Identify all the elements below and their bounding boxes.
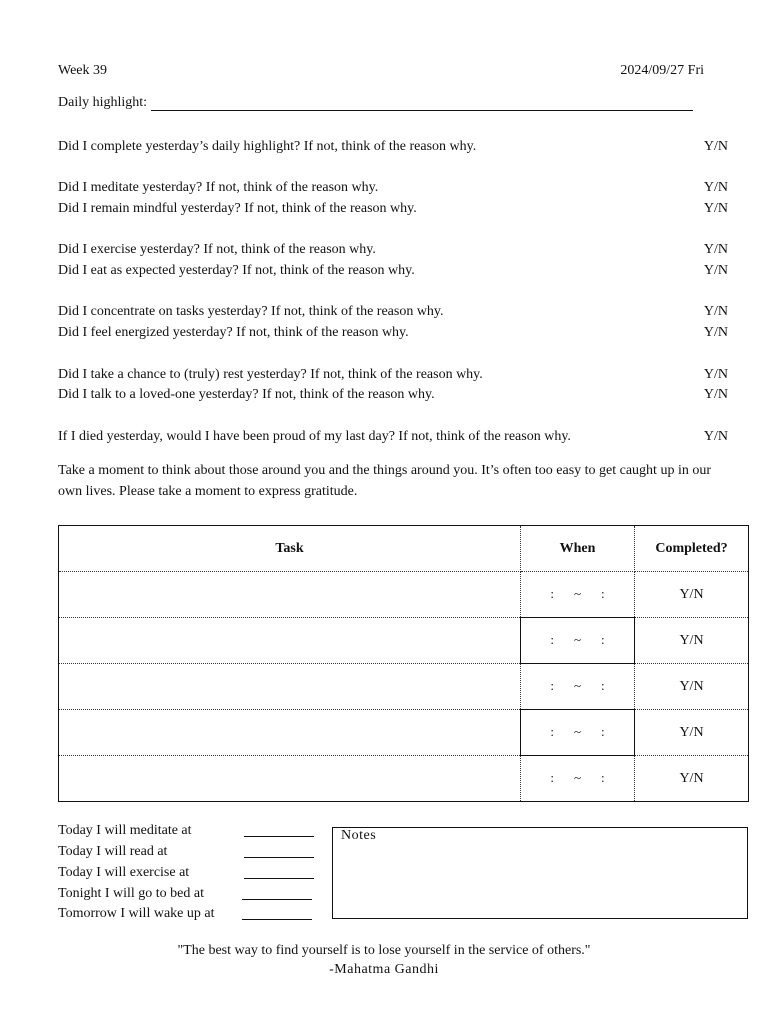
daily-highlight-label: Daily highlight: — [58, 95, 148, 110]
date-label: 2024/09/27 Fri — [620, 63, 704, 78]
question-text: Did I concentrate on tasks yesterday? If not, think of the reason why. — [58, 304, 444, 319]
completed-cell[interactable]: Y/N — [635, 710, 749, 756]
schedule-bed — [58, 886, 318, 906]
schedule-label: Today I will read at — [58, 844, 168, 859]
yes-no-answer[interactable]: Y/N — [703, 201, 728, 216]
range-separator: ~ — [573, 632, 582, 647]
when-header: When — [521, 526, 635, 572]
schedule-time-field[interactable] — [244, 836, 314, 837]
schedule-exercise — [58, 865, 318, 885]
when-cell[interactable] — [521, 572, 635, 618]
time-separator: : — [550, 724, 554, 739]
schedule-read — [58, 844, 318, 864]
schedule-label: Tonight I will go to bed at — [58, 886, 205, 901]
table-row — [59, 756, 749, 802]
notes-label: Notes — [341, 828, 377, 843]
yes-no-answer[interactable]: Y/N — [703, 139, 728, 154]
question-row — [58, 325, 728, 345]
schedule-label: Tomorrow I will wake up at — [58, 906, 215, 921]
question-row — [58, 242, 728, 262]
task-cell[interactable] — [59, 756, 521, 802]
task-cell[interactable] — [59, 710, 521, 756]
question-text: Did I talk to a loved-one yesterday? If not, think of the reason why. — [58, 387, 435, 402]
yes-no-answer[interactable]: Y/N — [703, 180, 728, 195]
question-row — [58, 201, 728, 221]
task-cell[interactable] — [59, 572, 521, 618]
schedule-meditate — [58, 823, 318, 843]
schedule-label: Today I will meditate at — [58, 823, 192, 838]
when-cell[interactable] — [521, 618, 635, 664]
time-separator: : — [601, 632, 605, 647]
completed-cell[interactable]: Y/N — [635, 618, 749, 664]
yes-no-answer[interactable]: Y/N — [703, 242, 728, 257]
task-table — [58, 525, 749, 802]
table-row — [59, 572, 749, 618]
daily-highlight — [58, 95, 693, 111]
range-separator: ~ — [573, 678, 582, 693]
notes-box[interactable] — [332, 827, 748, 919]
time-separator: : — [550, 770, 554, 785]
yes-no-answer[interactable]: Y/N — [703, 325, 728, 340]
yes-no-answer[interactable]: Y/N — [703, 387, 728, 402]
question-text: Did I remain mindful yesterday? If not, think of the reason why. — [58, 201, 417, 216]
question-text: Did I meditate yesterday? If not, think of the reason why. — [58, 180, 379, 195]
yes-no-answer[interactable]: Y/N — [703, 367, 728, 382]
time-separator: : — [550, 678, 554, 693]
question-text: If I died yesterday, would I have been proud of my last day? If not, think of the reason why. — [58, 429, 571, 444]
task-cell[interactable] — [59, 664, 521, 710]
question-text: Did I eat as expected yesterday? If not, think of the reason why. — [58, 263, 415, 278]
time-separator: : — [550, 586, 554, 601]
completed-cell[interactable]: Y/N — [635, 572, 749, 618]
question-text: Did I complete yesterday’s daily highlight? If not, think of the reason why. — [58, 139, 477, 154]
yes-no-answer[interactable]: Y/N — [703, 263, 728, 278]
completed-cell[interactable]: Y/N — [635, 756, 749, 802]
when-cell[interactable] — [521, 710, 635, 756]
question-row — [58, 139, 728, 159]
schedule-time-field[interactable] — [244, 878, 314, 879]
question-row — [58, 367, 728, 387]
quote-author: -Mahatma Gandhi — [329, 962, 439, 977]
schedule-label: Today I will exercise at — [58, 865, 190, 880]
yes-no-answer[interactable]: Y/N — [703, 429, 728, 444]
gratitude-prompt: Take a moment to think about those around you and the things around you. It’s often too easy to get caught up in our own lives. Please take a moment to express gratitude. — [58, 463, 712, 499]
question-row — [58, 263, 728, 283]
when-cell[interactable] — [521, 756, 635, 802]
time-separator: : — [601, 770, 605, 785]
question-row — [58, 387, 728, 407]
task-cell[interactable] — [59, 618, 521, 664]
question-row — [58, 429, 728, 449]
range-separator: ~ — [573, 586, 582, 601]
schedule-time-field[interactable] — [242, 919, 312, 920]
question-text: Did I feel energized yesterday? If not, think of the reason why. — [58, 325, 409, 340]
quote-text: "The best way to find yourself is to lose yourself in the service of others." — [177, 943, 591, 958]
week-label: Week 39 — [58, 63, 108, 78]
time-separator: : — [601, 724, 605, 739]
daily-highlight-field[interactable] — [151, 96, 693, 111]
time-separator: : — [601, 678, 605, 693]
time-separator: : — [601, 586, 605, 601]
question-text: Did I exercise yesterday? If not, think of the reason why. — [58, 242, 376, 257]
schedule-time-field[interactable] — [244, 857, 314, 858]
question-row — [58, 180, 728, 200]
question-text: Did I take a chance to (truly) rest yesterday? If not, think of the reason why. — [58, 367, 483, 382]
completed-header: Completed? — [635, 526, 749, 572]
range-separator: ~ — [573, 770, 582, 785]
table-row — [59, 618, 749, 664]
time-separator: : — [550, 632, 554, 647]
question-row — [58, 304, 728, 324]
schedule-time-field[interactable] — [242, 899, 312, 900]
completed-cell[interactable]: Y/N — [635, 664, 749, 710]
table-row — [59, 710, 749, 756]
yes-no-answer[interactable]: Y/N — [703, 304, 728, 319]
when-cell[interactable] — [521, 664, 635, 710]
task-header: Task — [59, 526, 521, 572]
table-row — [59, 664, 749, 710]
task-table-header — [59, 526, 749, 572]
schedule-wake — [58, 906, 318, 926]
range-separator: ~ — [573, 724, 582, 739]
